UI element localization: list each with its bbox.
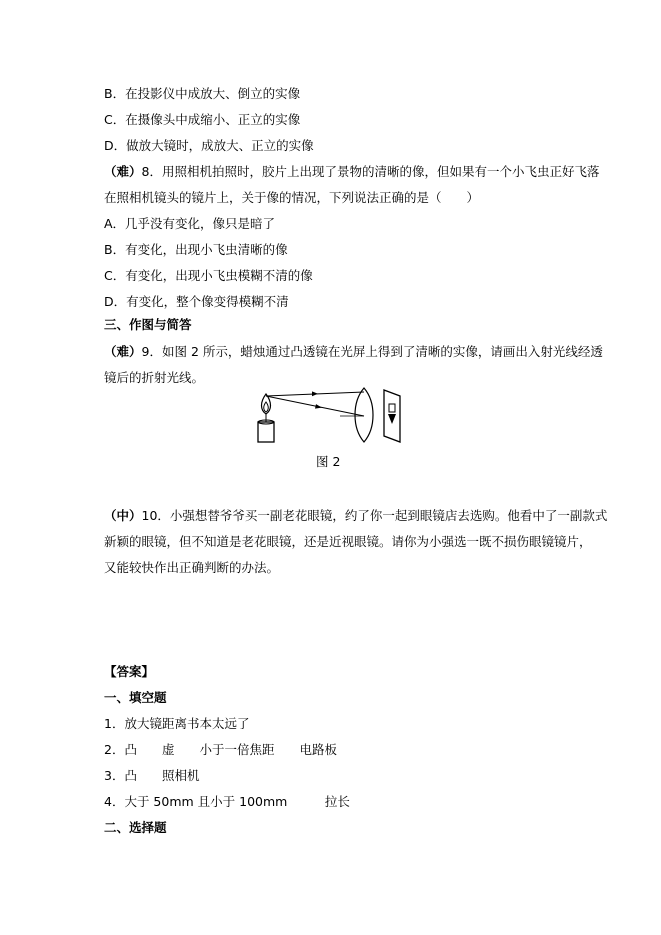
answers-title: 【答案】 — [104, 664, 155, 679]
answers-section-1-title: 一、填空题 — [104, 690, 167, 705]
figure-2-caption: 图 2 — [316, 454, 341, 469]
q8-line-1 — [104, 163, 599, 181]
q10-line-3: 又能较快作出正确判断的办法。 — [104, 560, 280, 575]
answer-2: 2．凸 虚 小于一倍焦距 电路板 — [104, 742, 337, 757]
figure-candle-lens-screen — [240, 384, 420, 446]
q9-text-1: 9．如图 2 所示，蜡烛通过凸透镜在光屏上得到了清晰的实像，请画出入射光线经透 — [141, 344, 603, 359]
q8-option-b: B．有变化，出现小飞虫清晰的像 — [104, 242, 288, 257]
q9-line-1 — [104, 343, 603, 361]
answer-4: 4．大于 50mm 且小于 100mm 拉长 — [104, 794, 350, 809]
q10-difficulty-tag: （中） — [104, 508, 142, 523]
q8-line-2: 在照相机镜头的镜片上，关于像的情况，下列说法正确的是（ ） — [104, 190, 480, 205]
q8-option-a: A．几乎没有变化，像只是暗了 — [104, 216, 276, 231]
q10-line-2: 新颖的眼镜，但不知道是老花眼镜，还是近视眼镜。请你为小强选一既不损伤眼镜镜片， — [104, 534, 592, 549]
q7-option-c: C．在摄像头中成缩小、正立的实像 — [104, 112, 301, 127]
candle-icon — [258, 422, 274, 442]
q8-option-d: D．有变化，整个像变得模糊不清 — [104, 294, 289, 309]
q7-option-d: D．做放大镜时，成放大、正立的实像 — [104, 138, 314, 153]
answer-3: 3．凸 照相机 — [104, 768, 200, 783]
answers-section-2-title: 二、选择题 — [104, 820, 167, 835]
inverted-image-icon — [388, 414, 396, 424]
section-3-title: 三、作图与简答 — [104, 317, 192, 332]
q10-line-1 — [104, 507, 607, 525]
q10-text-1: 10．小强想替爷爷买一副老花眼镜，约了你一起到眼镜店去选购。他看中了一副款式 — [141, 508, 608, 523]
answer-1: 1．放大镜距离书本太远了 — [104, 716, 250, 731]
q8-option-c: C．有变化，出现小飞虫模糊不清的像 — [104, 268, 313, 283]
incident-ray-center — [266, 396, 364, 416]
q9-line-2: 镜后的折射光线。 — [104, 370, 205, 385]
q7-option-b: B．在投影仪中成放大、倒立的实像 — [104, 86, 301, 101]
q9-difficulty-tag: （难） — [104, 344, 142, 359]
q8-text-1: 8．用照相机拍照时，胶片上出现了景物的清晰的像，但如果有一个小飞虫正好飞落 — [141, 164, 600, 179]
q8-difficulty-tag: （难） — [104, 164, 142, 179]
